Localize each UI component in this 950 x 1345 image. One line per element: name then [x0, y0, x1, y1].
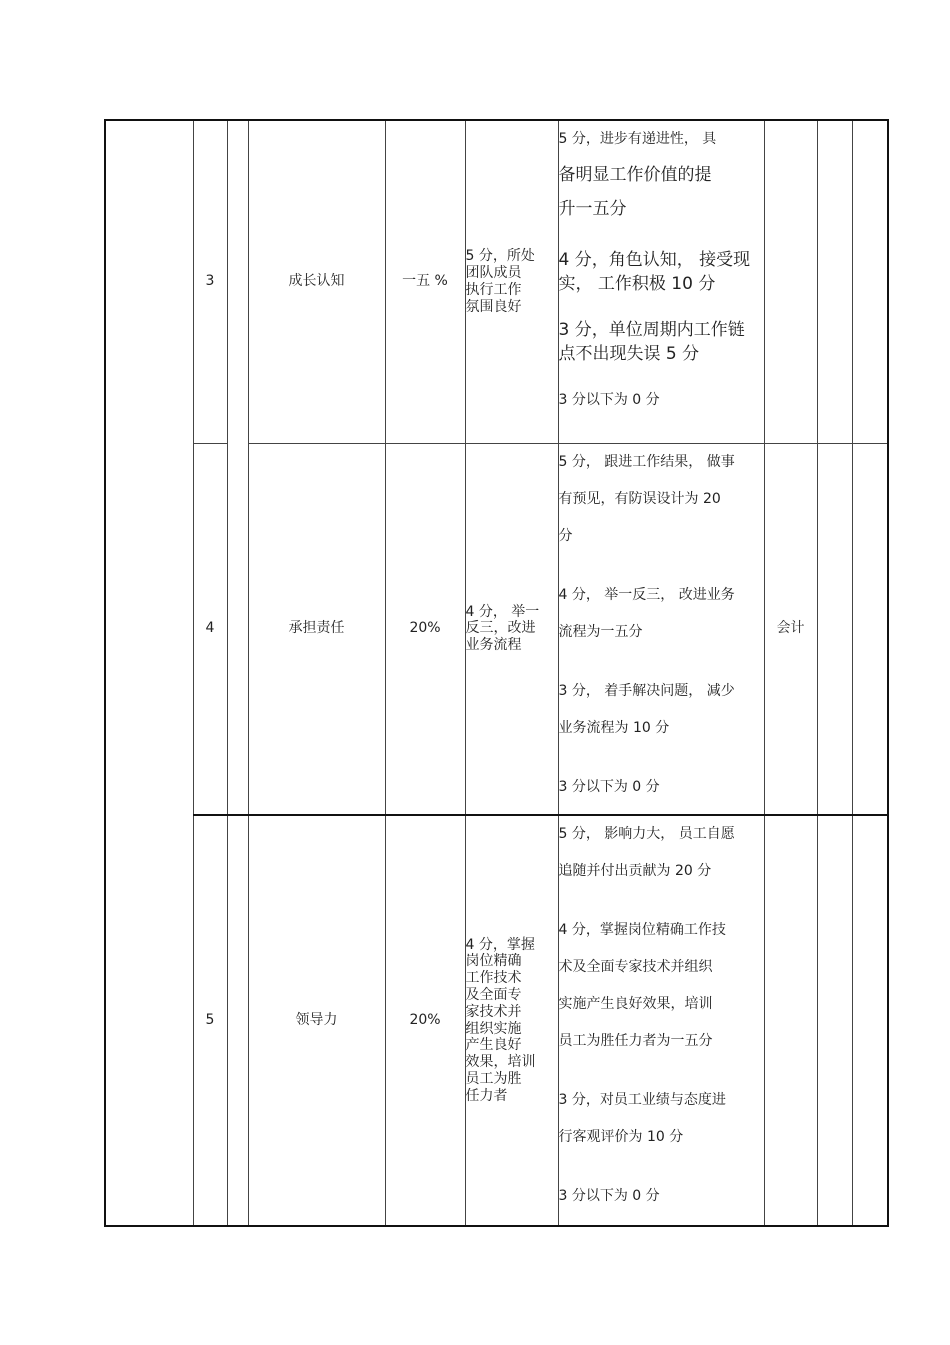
evaluation-table [104, 119, 889, 1227]
spacer-cell [227, 815, 248, 1226]
scoring-standard: 5 分，进步有递进性， 具 备明显工作价值的提 升一五分 4 分，角色认知， 接受现 实， 工作积极 10 分 3 分，单位周期内工作链 点不出现失误 5 分 3 分以下为 0 分 [558, 120, 764, 443]
score-cell [817, 443, 852, 815]
row-number: 3 [193, 120, 227, 443]
category-cell [105, 120, 193, 1226]
score-cell [852, 120, 888, 443]
item-description: 4 分，掌握 岗位精确 工作技术 及全面专 家技术并 组织实施 产生良好 效果，培训 员工为胜 任力者 [465, 815, 558, 1226]
scoring-standard: 5 分， 跟进工作结果， 做事 有预见，有防误设计为 20 分 4 分， 举一反三， 改进业务 流程为一五分 3 分， 着手解决问题， 减少 业务流程为 10 分 3 分以下为 0 分 [558, 443, 764, 815]
table-row [105, 815, 888, 1226]
score-cell [852, 815, 888, 1226]
remark-cell [764, 120, 817, 443]
scoring-standard: 5 分， 影响力大， 员工自愿 追随并付出贡献为 20 分 4 分，掌握岗位精确工作技 术及全面专家技术并组织 实施产生良好效果，培训 员工为胜任力者为一五分 3 分，对员工业绩与态度进 行客观评价为 10 分 3 分以下为 0 分 [558, 815, 764, 1226]
score-cell [817, 120, 852, 443]
item-name: 领导力 [248, 815, 385, 1226]
item-description: 5 分，所处 团队成员 执行工作 氛围良好 [465, 120, 558, 443]
item-description: 4 分， 举一 反三，改进 业务流程 [465, 443, 558, 815]
weight-value: 20% [385, 443, 465, 815]
score-cell [817, 815, 852, 1226]
spacer-cell [227, 120, 248, 815]
row-number: 4 [193, 443, 227, 815]
table-row [105, 120, 888, 443]
table-row [105, 443, 888, 815]
remark-cell: 会计 [764, 443, 817, 815]
remark-cell [764, 815, 817, 1226]
weight-value: 20% [385, 815, 465, 1226]
row-number: 5 [193, 815, 227, 1226]
score-cell [852, 443, 888, 815]
item-name: 承担责任 [248, 443, 385, 815]
item-name: 成长认知 [248, 120, 385, 443]
weight-value: 一五 % [385, 120, 465, 443]
